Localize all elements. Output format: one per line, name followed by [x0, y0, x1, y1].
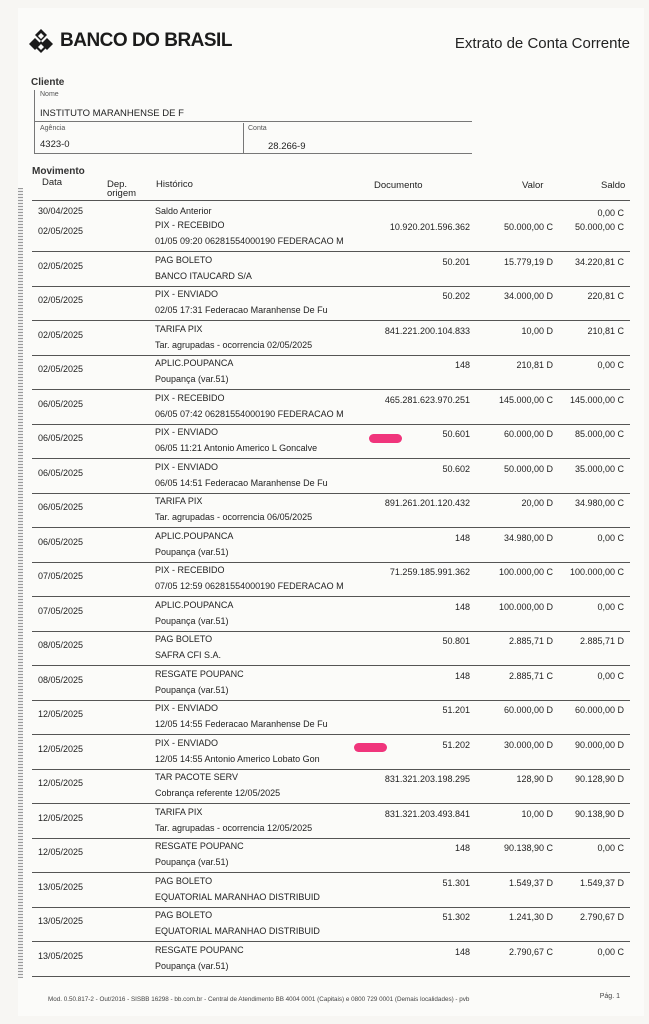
row-documento: 831.321.203.493.841 — [384, 808, 470, 819]
table-row — [32, 563, 630, 597]
row-historico: TARIFA PIX — [155, 496, 203, 506]
row-historico-detail: Poupança (var.51) — [155, 615, 229, 626]
row-documento: 841.221.200.104.833 — [384, 325, 470, 336]
table-row — [32, 874, 630, 908]
row-valor: 1.241,30 D — [508, 912, 553, 922]
row-date: 06/05/2025 — [38, 502, 84, 512]
table-row — [32, 460, 630, 494]
row-historico-detail: Poupança (var.51) — [155, 857, 229, 867]
row-historico: PIX - ENVIADO — [155, 461, 219, 472]
row-historico: RESGATE POUPANC — [155, 841, 244, 851]
row-saldo: 100.000,00 C — [569, 567, 624, 577]
row-date: 30/04/2025 — [38, 206, 84, 216]
row-historico-detail: Poupança (var.51) — [155, 684, 229, 695]
table-row — [32, 770, 630, 804]
row-historico: PIX - ENVIADO — [155, 737, 219, 748]
row-historico-detail: 01/05 09:20 06281554000190 FEDERACAO M — [155, 236, 344, 246]
nome-label: Nome — [40, 91, 59, 98]
row-date: 13/05/2025 — [38, 950, 84, 961]
bank-logo — [28, 28, 232, 54]
row-saldo: 0,00 C — [597, 946, 624, 957]
row-historico-detail: Cobrança referente 12/05/2025 — [155, 788, 281, 798]
row-documento: 51.201 — [442, 705, 470, 715]
binder-holes — [18, 188, 23, 978]
table-row — [32, 391, 630, 425]
redaction-mark — [354, 743, 387, 752]
row-valor: 60.000,00 D — [503, 429, 553, 439]
row-documento: 891.261.201.120.432 — [384, 498, 470, 508]
row-saldo: 90.138,90 D — [574, 808, 624, 819]
row-historico: PIX - ENVIADO — [155, 427, 219, 437]
row-saldo: 85.000,00 C — [574, 429, 624, 439]
row-documento: 148 — [454, 670, 470, 681]
row-saldo: 34.980,00 C — [574, 498, 624, 508]
row-saldo: 0,00 C — [597, 670, 624, 681]
row-date: 12/05/2025 — [38, 778, 84, 788]
row-historico: Saldo Anterior — [155, 206, 212, 216]
row-documento: 148 — [454, 532, 470, 543]
row-date: 02/05/2025 — [38, 364, 84, 374]
table-row — [32, 632, 630, 666]
row-valor: 1.549,37 D — [508, 877, 553, 888]
row-date: 06/05/2025 — [38, 536, 84, 547]
row-historico-detail: 12/05 14:55 Antonio Americo Lobato Gon — [155, 753, 320, 764]
col-saldo: Saldo — [601, 180, 626, 191]
table-row — [32, 218, 630, 252]
row-historico-detail: Tar. agrupadas - ocorrencia 06/05/2025 — [155, 512, 313, 522]
row-historico-detail: 06/05 07:42 06281554000190 FEDERACAO M — [155, 408, 344, 419]
footer-text: Mod. 0.50.817-2 - Out/2016 - SISBB 16298 - bb.com.br - Central de Atendimento BB 4004 0001 (Capitais) e 0800 729 0001 (Demais localidades) - pvb — [48, 996, 470, 1003]
conta-value: 28.266-9 — [268, 141, 306, 152]
row-historico-detail: 02/05 17:31 Federacao Maranhense De Fu — [155, 305, 328, 315]
row-historico-detail: Poupança (var.51) — [155, 546, 229, 557]
row-historico-detail: 06/05 14:51 Federacao Maranhense De Fu — [155, 477, 328, 488]
row-valor: 10,00 D — [521, 808, 553, 819]
row-valor: 10,00 D — [521, 325, 553, 336]
row-valor: 50.000,00 D — [503, 463, 553, 474]
bb-logo-icon — [28, 28, 54, 54]
row-historico: TARIFA PIX — [155, 323, 203, 334]
row-documento: 50.801 — [442, 636, 470, 646]
col-historico: Histórico — [156, 179, 193, 190]
row-date: 12/05/2025 — [38, 709, 84, 719]
table-row — [32, 667, 630, 701]
table-row — [32, 805, 630, 839]
table-row — [32, 322, 630, 356]
table-row — [32, 356, 630, 390]
statement-page — [18, 8, 644, 1016]
table-row — [32, 736, 630, 770]
row-date: 13/05/2025 — [38, 916, 84, 926]
row-historico: PAG BOLETO — [155, 254, 213, 265]
table-row — [32, 908, 630, 942]
row-historico-detail: Tar. agrupadas - ocorrencia 12/05/2025 — [155, 822, 313, 833]
row-documento: 50.602 — [442, 463, 470, 474]
row-date: 07/05/2025 — [38, 571, 84, 581]
row-historico-detail: 06/05 11:21 Antonio Americo L Goncalve — [155, 443, 318, 453]
row-historico: RESGATE POUPANC — [155, 668, 244, 679]
row-documento: 50.601 — [442, 429, 470, 439]
row-valor: 2.790,67 C — [508, 946, 553, 957]
row-historico: PIX - ENVIADO — [155, 703, 219, 713]
row-documento: 10.920.201.596.362 — [389, 222, 470, 232]
redaction-mark — [369, 434, 402, 443]
row-date: 06/05/2025 — [38, 433, 84, 443]
page-number: Pág. 1 — [599, 993, 620, 1000]
row-historico-detail: Poupança (var.51) — [155, 960, 229, 971]
row-date: 12/05/2025 — [38, 743, 84, 754]
row-historico-detail: EQUATORIAL MARANHAO DISTRIBUID — [155, 926, 320, 936]
row-historico-detail: EQUATORIAL MARANHAO DISTRIBUID — [155, 891, 320, 902]
row-saldo: 90.128,90 D — [574, 774, 624, 784]
row-historico: PAG BOLETO — [155, 634, 213, 644]
row-saldo: 0,00 C — [597, 532, 624, 543]
cliente-left-border — [34, 90, 35, 125]
col-valor: Valor — [522, 180, 544, 191]
nome-underline — [34, 121, 472, 122]
table-row — [32, 204, 630, 218]
row-historico: PIX - RECEBIDO — [155, 392, 225, 403]
row-saldo: 35.000,00 C — [574, 463, 624, 474]
table-row — [32, 253, 630, 287]
row-historico: RESGATE POUPANC — [155, 944, 244, 955]
row-valor: 90.138,90 C — [503, 843, 553, 853]
row-historico-detail: 07/05 12:59 06281554000190 FEDERACAO M — [155, 581, 344, 591]
table-row — [32, 701, 630, 735]
row-saldo: 0,00 C — [597, 208, 624, 218]
row-historico-detail: Poupança (var.51) — [155, 374, 229, 384]
row-historico: PAG BOLETO — [155, 910, 213, 920]
row-historico-detail: SAFRA CFI S.A. — [155, 650, 222, 660]
row-historico-detail: Tar. agrupadas - ocorrencia 02/05/2025 — [155, 339, 313, 350]
row-date: 02/05/2025 — [38, 295, 84, 305]
row-saldo: 90.000,00 D — [574, 739, 624, 750]
row-documento: 831.321.203.198.295 — [384, 774, 470, 784]
table-row — [32, 287, 630, 321]
row-saldo: 0,00 C — [597, 843, 624, 853]
row-historico: PIX - RECEBIDO — [155, 565, 225, 575]
row-date: 12/05/2025 — [38, 812, 84, 823]
row-valor: 50.000,00 C — [503, 222, 553, 232]
agencia-value: 4323-0 — [40, 139, 70, 150]
table-row — [32, 494, 630, 528]
cliente-section-label: Cliente — [31, 77, 65, 88]
row-saldo: 2.790,67 D — [579, 912, 624, 922]
row-valor: 2.885,71 C — [508, 670, 553, 681]
conta-label: Conta — [248, 125, 267, 132]
row-historico-detail: BANCO ITAUCARD S/A — [155, 270, 252, 281]
row-valor: 15.779,19 D — [503, 256, 553, 267]
row-documento: 51.202 — [442, 739, 470, 750]
row-documento: 148 — [454, 601, 470, 612]
row-historico: APLIC.POUPANCA — [155, 599, 234, 610]
row-documento: 465.281.623.970.251 — [384, 394, 470, 405]
table-row — [32, 425, 630, 459]
col-documento: Documento — [374, 180, 423, 191]
row-documento: 71.259.185.991.362 — [389, 567, 470, 577]
conta-left-border — [243, 123, 244, 153]
row-historico: TARIFA PIX — [155, 806, 203, 817]
cliente-nome: INSTITUTO MARANHENSE DE F — [40, 108, 184, 119]
row-valor: 34.000,00 D — [503, 291, 553, 301]
row-date: 06/05/2025 — [38, 398, 84, 409]
document-title: Extrato de Conta Corrente — [454, 35, 630, 52]
row-saldo: 34.220,81 C — [574, 256, 624, 267]
conta-underline — [34, 153, 472, 154]
row-saldo: 220,81 C — [587, 291, 624, 301]
row-historico: PIX - ENVIADO — [155, 289, 219, 299]
row-date: 02/05/2025 — [38, 260, 84, 271]
row-date: 08/05/2025 — [38, 640, 84, 650]
row-saldo: 0,00 C — [597, 601, 624, 612]
row-valor: 30.000,00 D — [503, 739, 553, 750]
row-saldo: 210,81 C — [587, 325, 624, 336]
row-date: 13/05/2025 — [38, 881, 84, 892]
row-valor: 100.000,00 C — [498, 567, 553, 577]
row-date: 02/05/2025 — [38, 226, 84, 236]
row-valor: 2.885,71 D — [508, 636, 553, 646]
table-row — [32, 943, 630, 977]
row-historico: TAR PACOTE SERV — [155, 772, 239, 782]
col-data: Data — [42, 177, 63, 188]
row-valor: 145.000,00 C — [498, 394, 553, 405]
row-valor: 210,81 D — [516, 360, 553, 370]
agencia-left-border — [34, 123, 35, 153]
movimento-section-label: Movimento — [32, 166, 85, 177]
row-documento: 148 — [454, 843, 470, 853]
agencia-label: Agência — [40, 125, 66, 132]
row-date: 07/05/2025 — [38, 605, 84, 616]
row-valor: 60.000,00 D — [503, 705, 553, 715]
row-documento: 51.302 — [442, 912, 470, 922]
row-date: 08/05/2025 — [38, 674, 84, 685]
row-saldo: 50.000,00 C — [574, 222, 624, 232]
row-valor: 128,90 D — [516, 774, 553, 784]
row-documento: 50.201 — [442, 256, 470, 267]
row-date: 02/05/2025 — [38, 329, 84, 340]
row-saldo: 1.549,37 D — [579, 877, 624, 888]
row-historico: PIX - RECEBIDO — [155, 220, 225, 230]
row-historico: APLIC.POUPANCA — [155, 358, 234, 368]
row-saldo: 145.000,00 C — [569, 394, 624, 405]
row-date: 12/05/2025 — [38, 847, 84, 857]
table-row — [32, 839, 630, 873]
bank-name: BANCO DO BRASIL — [60, 30, 232, 51]
row-saldo: 0,00 C — [597, 360, 624, 370]
row-valor: 20,00 D — [521, 498, 553, 508]
row-documento: 51.301 — [442, 877, 470, 888]
row-saldo: 60.000,00 D — [574, 705, 624, 715]
col-dep-origem: Dep. origem — [107, 179, 137, 199]
row-historico-detail: 12/05 14:55 Federacao Maranhense De Fu — [155, 719, 328, 729]
row-date: 06/05/2025 — [38, 467, 84, 478]
table-row — [32, 529, 630, 563]
row-historico: APLIC.POUPANCA — [155, 530, 234, 541]
table-row — [32, 598, 630, 632]
row-historico: PAG BOLETO — [155, 875, 213, 886]
row-documento: 148 — [454, 360, 470, 370]
row-valor: 34.980,00 D — [503, 532, 553, 543]
row-documento: 50.202 — [442, 291, 470, 301]
row-saldo: 2.885,71 D — [579, 636, 624, 646]
row-valor: 100.000,00 D — [498, 601, 553, 612]
row-documento: 148 — [454, 946, 470, 957]
header-rule — [32, 200, 630, 201]
